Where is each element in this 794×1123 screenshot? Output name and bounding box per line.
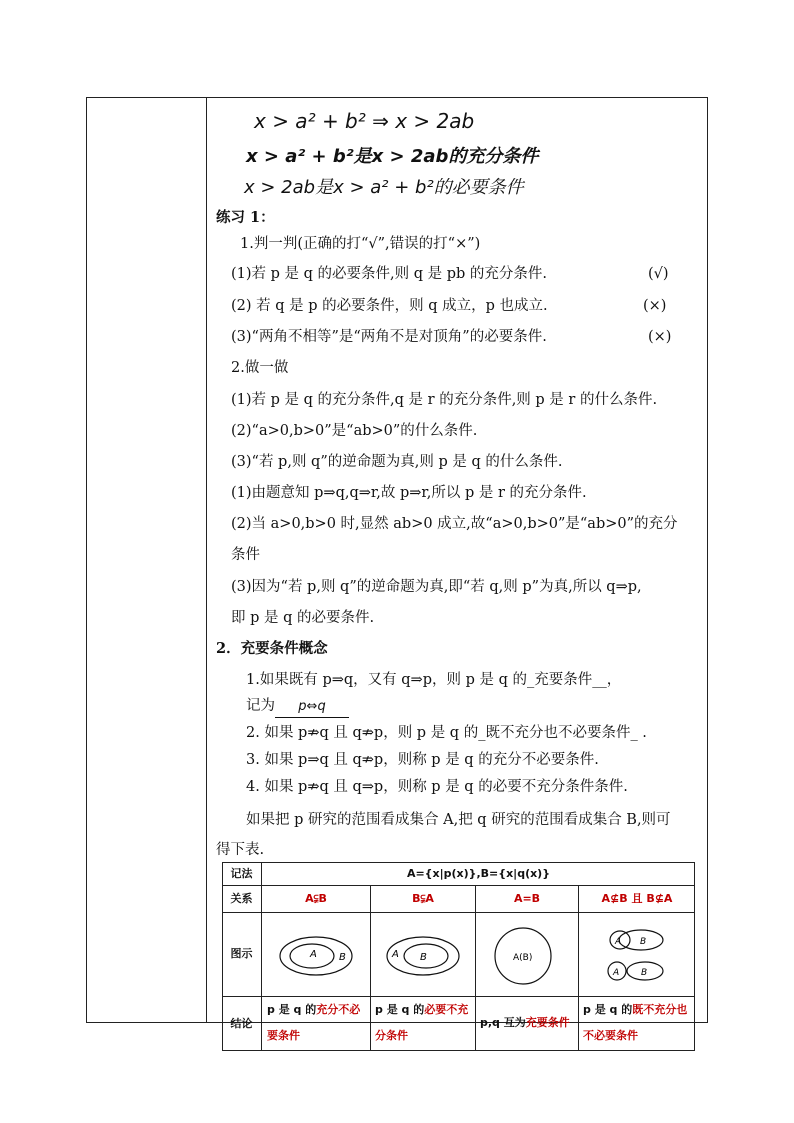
label-a: A — [310, 949, 317, 960]
q1-item-2-mark: (×) — [643, 298, 667, 314]
notation-cell: A={x|p(x)},B={x|q(x)} — [406, 867, 551, 880]
conclusion-term: 充要条件 — [525, 1016, 570, 1029]
diagram-b-subset-a — [371, 913, 475, 996]
conclusion-prefix: p 是 q 的 — [375, 1003, 425, 1016]
relation-2: B⫋A — [412, 892, 434, 905]
formula-line-2: x > a² + b²是x > 2ab的充分条件 — [246, 146, 539, 167]
conclusion-1 — [267, 997, 367, 1049]
q2-item-3: (3)“若 p,则 q”的逆命题为真,则 p 是 q 的什么条件. — [231, 454, 563, 470]
column-divider — [206, 97, 207, 1023]
answer-3: (3)因为“若 p,则 q”的逆命题为真,即“若 q,则 p”为真,所以 q⇒p, — [231, 579, 642, 595]
row-label-notation: 记法 — [230, 867, 253, 880]
answer-1: (1)由题意知 p⇒q,q⇒r,故 p⇒r,所以 p 是 r 的充分条件. — [231, 485, 587, 501]
notation-prefix: 记为 — [246, 698, 275, 714]
notation-value: p⇔q — [275, 697, 349, 718]
q2-item-1: (1)若 p 是 q 的充分条件,q 是 r 的充分条件,则 p 是 r 的什么条件. — [231, 392, 658, 408]
label-a: A — [613, 968, 620, 978]
concept-item-1b — [246, 696, 349, 718]
conclusion-term: 必要不充分条件 — [375, 1003, 469, 1042]
q2-item-2: (2)“a>0,b>0”是“ab>0”的什么条件. — [231, 423, 478, 439]
label-b: B — [339, 952, 346, 963]
para-line-1: 如果把 p 研究的范围看成集合 A,把 q 研究的范围看成集合 B,则可 — [246, 812, 671, 828]
formula-line-3: x > 2ab是x > a² + b²的必要条件 — [244, 177, 524, 198]
q1-title: 1.判一判(正确的打“√”,错误的打“×”) — [240, 236, 481, 252]
label-ab: A(B) — [513, 953, 533, 963]
concept-item-3: 3. 如果 p⇒q 且 q⇏p，则称 p 是 q 的充分不必要条件. — [246, 752, 599, 768]
label-a: A — [615, 937, 622, 947]
row-label-relation: 关系 — [230, 892, 253, 905]
q1-item-2: (2) 若 q 是 p 的必要条件，则 q 成立，p 也成立. — [231, 298, 548, 314]
conclusion-prefix: p 是 q 的 — [583, 1003, 633, 1016]
concept-item-2: 2. 如果 p⇏q 且 q⇏p，则 p 是 q 的_既不充分也不必要条件_ . — [246, 725, 647, 741]
answer-3-cont: 即 p 是 q 的必要条件. — [231, 610, 375, 626]
formula-line-1: x > a² + b² ⇒ x > 2ab — [254, 109, 475, 133]
answer-2-cont: 条件 — [231, 547, 260, 563]
diagram-a-subset-b — [262, 913, 370, 996]
relation-1: A⫋B — [305, 892, 327, 905]
diagram-a-equals-b — [476, 913, 578, 996]
conclusion-prefix: p,q 互为 — [480, 1016, 526, 1029]
section2-heading: 2．充要条件概念 — [216, 640, 328, 657]
conclusion-prefix: p 是 q 的 — [267, 1003, 317, 1016]
conclusion-term: 既不充分也不必要条件 — [583, 1003, 688, 1042]
row-label-conclusion: 结论 — [230, 1017, 253, 1030]
q1-item-1: (1)若 p 是 q 的必要条件,则 q 是 pb 的充分条件. — [231, 266, 548, 282]
label-b: B — [420, 952, 427, 963]
practice-heading: 练习 1： — [216, 209, 275, 226]
q1-item-1-mark: (√) — [648, 266, 669, 282]
q1-item-3: (3)“两角不相等”是“两角不是对顶角”的必要条件. — [231, 329, 547, 345]
concept-item-1: 1.如果既有 p⇒q，又有 q⇒p，则 p 是 q 的_充要条件__， — [246, 672, 622, 688]
q1-item-3-mark: (×) — [648, 329, 672, 345]
conclusion-term: 充分不必要条件 — [267, 1003, 361, 1042]
conclusion-3 — [480, 1010, 578, 1036]
concept-item-4: 4. 如果 p⇏q 且 q⇒p，则称 p 是 q 的必要不充分条件条件. — [246, 779, 628, 795]
diagram-overlap-and-disjoint — [579, 913, 695, 996]
para-line-2: 得下表. — [216, 842, 265, 858]
conclusion-4 — [583, 997, 691, 1049]
conclusion-2 — [375, 997, 472, 1049]
label-a: A — [392, 949, 399, 960]
row-label-diagram: 图示 — [230, 947, 253, 960]
label-b: B — [641, 968, 648, 978]
label-b: B — [640, 937, 647, 947]
q2-title: 2.做一做 — [231, 360, 289, 376]
answer-2: (2)当 a>0,b>0 时,显然 ab>0 成立,故“a>0,b>0”是“ab>0”的充分 — [231, 516, 678, 532]
relation-4: A⊈B 且 B⊈A — [601, 892, 673, 905]
relation-3: A=B — [513, 892, 541, 905]
